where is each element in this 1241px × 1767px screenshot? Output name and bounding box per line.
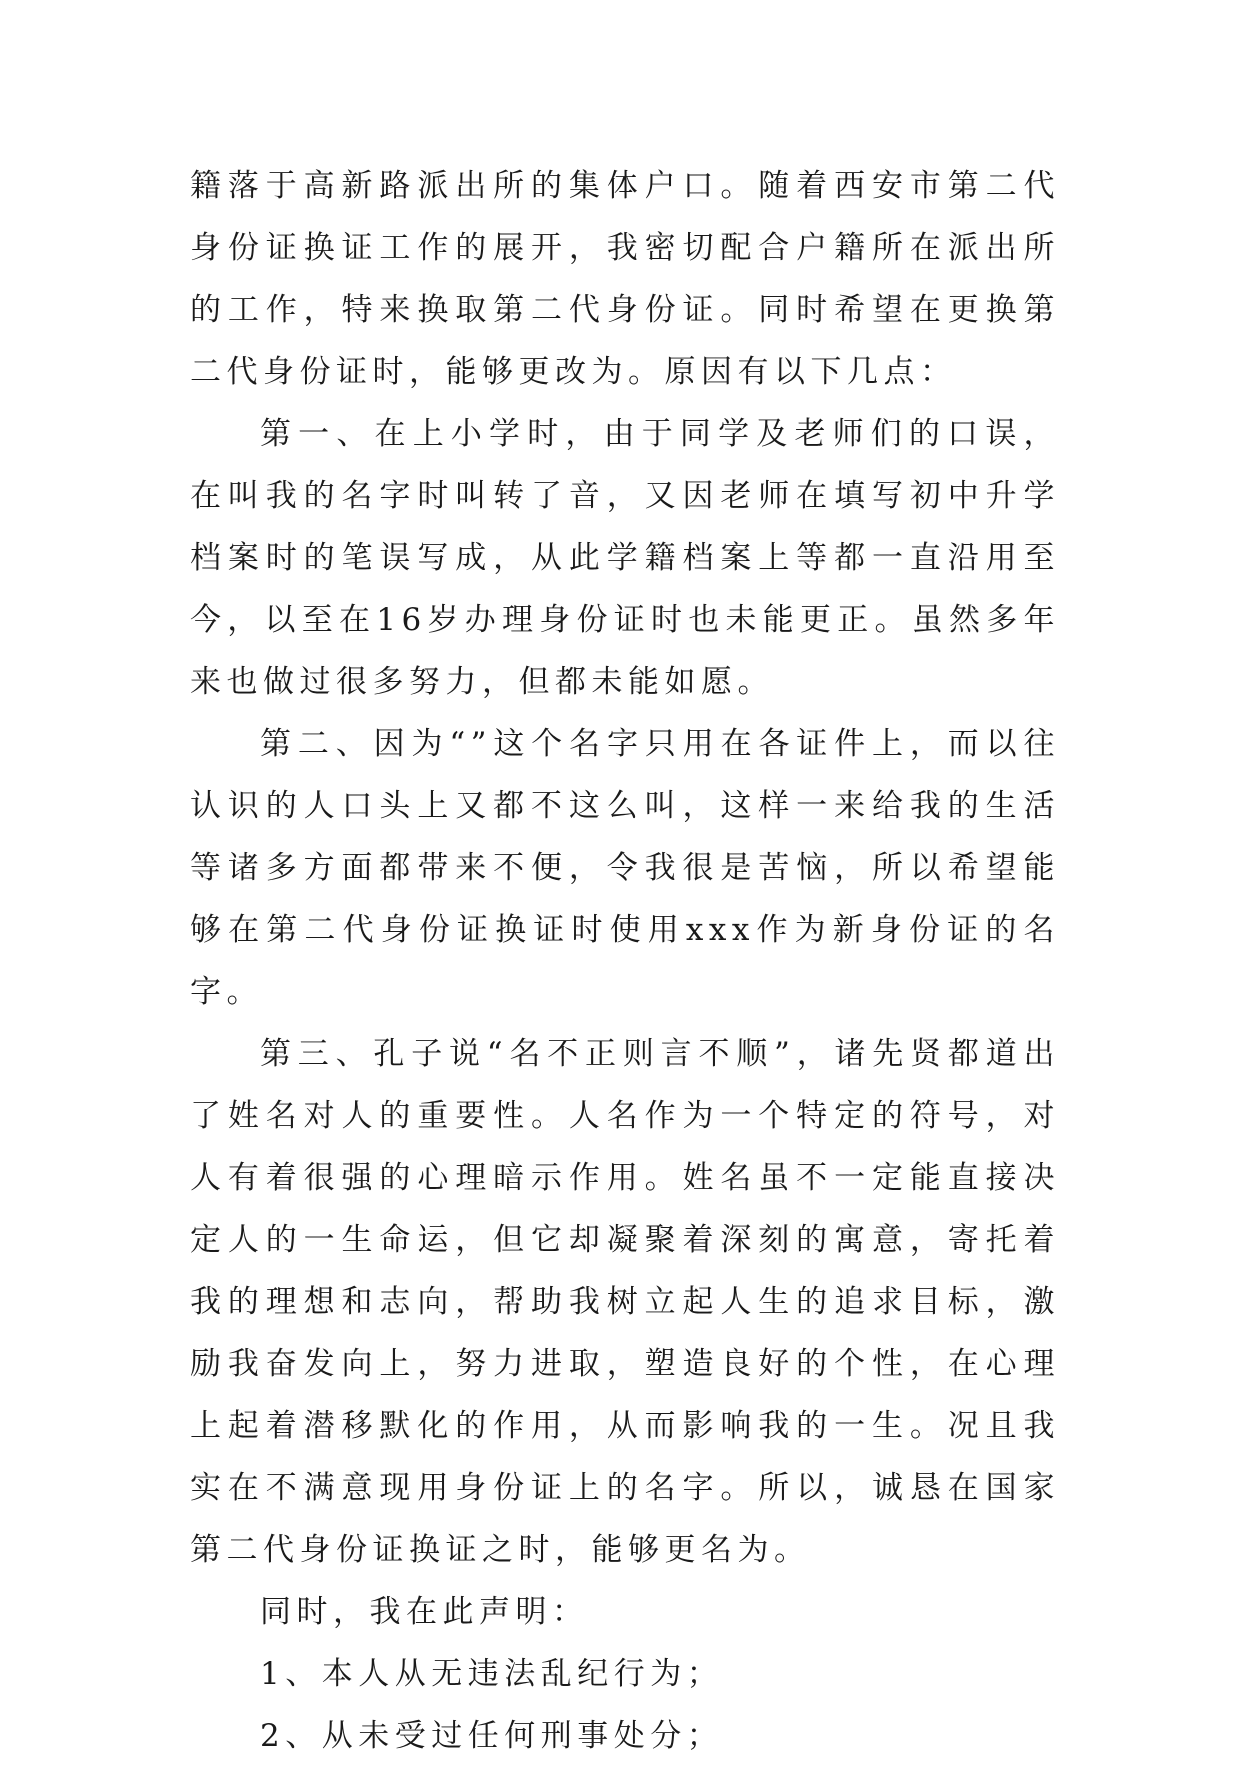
paragraph-reason-three: 第三、孔子说“名不正则言不顺”，诸先贤都道出了姓名对人的重要性。人名作为一个特定的符号，对人有着很强的心理暗示作用。姓名虽不一定能直接决定人的一生命运，但它却凝聚着深刻的寓意，寄托着我的理想和志向，帮助我树立起人生的追求目标，激励我奋发向上，努力进取，塑造良好的个性，在心理上起着潜移默化的作用，从而影响我的一生。况且我实在不满意现用身份证上的名字。所以，诚恳在国家第二代身份证换证之时，能够更名为。 [190, 1036, 1060, 1568]
declaration-item-2: 2、从未受过任何刑事处分； [260, 1718, 724, 1754]
paragraph-reason-one: 第一、在上小学时，由于同学及老师们的口误，在叫我的名字时叫转了音，又因老师在填写初中升学档案时的笔误写成，从此学籍档案上等都一直沿用至今，以至在16岁办理身份证时也未能更正。虽然多年来也做过很多努力，但都未能如愿。 [190, 416, 1060, 700]
paragraph-declaration: 同时，我在此声明： [260, 1594, 589, 1630]
paragraph-intro: 籍落于高新路派出所的集体户口。随着西安市第二代身份证换证工作的展开，我密切配合户籍所在派出所的工作，特来换取第二代身份证。同时希望在更换第二代身份证时，能够更改为。原因有以下几点： [190, 168, 1060, 390]
declaration-item-1: 1、本人从无违法乱纪行为； [260, 1656, 724, 1692]
paragraph-reason-two: 第二、因为“”这个名字只用在各证件上，而以往认识的人口头上又都不这么叫，这样一来给我的生活等诸多方面都带来不便，令我很是苦恼，所以希望能够在第二代身份证换证时使用xxx作为新身份证的名字。 [190, 726, 1060, 1010]
document-body [190, 155, 1060, 1767]
